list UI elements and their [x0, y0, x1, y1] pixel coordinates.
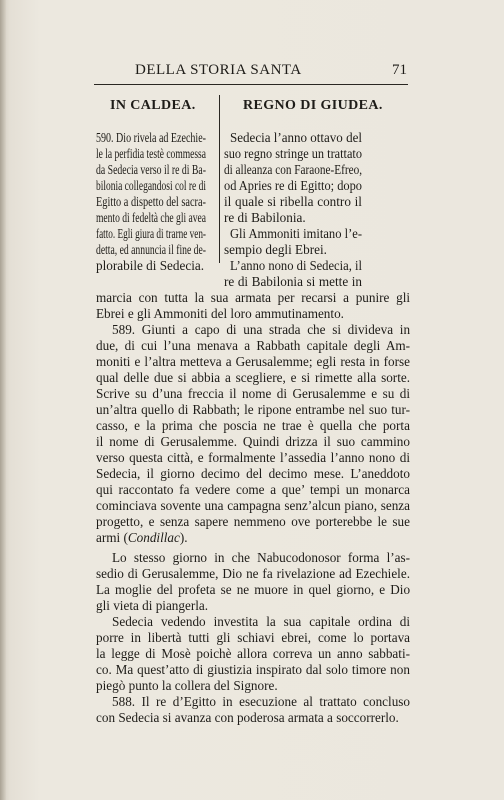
- page-number: 71: [392, 62, 407, 78]
- body-line-6: qual delle due si abbia a scegliere, e si rimette alla sorte.: [96, 370, 411, 385]
- body-line-14: cominciava sovente una campagna senz’alcun piano, senza: [96, 498, 410, 513]
- left-line-2: le la perfidia testè commessa: [96, 146, 206, 161]
- body-line-23: la legge di Mosè poichè allora correva un anno sabbati-: [96, 646, 410, 661]
- citation-author: Condillac: [127, 530, 180, 545]
- body-line-19: La moglie del profeta se ne muore in quel giorno, e Dio: [96, 582, 411, 597]
- body-line-4: due, di cui l’una menava a Rabbath capitale degli Am-: [96, 338, 411, 353]
- body-line-12: Sedecia, il giorno decimo del decimo mese. L’aneddoto: [96, 466, 410, 481]
- left-line-6: mento di fedeltà che gli avea: [96, 210, 206, 225]
- body-line-16: [96, 530, 188, 545]
- citation-close: ).: [179, 530, 188, 545]
- left-line-4: bilonia collegandosi col re di: [96, 178, 206, 193]
- body-line-1: marcia con tutta la sua armata per recarsi a punire gli: [96, 290, 411, 305]
- body-line-24: co. Ma quest’atto di giustizia inspirato dal solo timore non: [96, 662, 410, 677]
- body-line-18: sedio di Gerusalemme, Dio ne fa rivelazione ad Ezechiele.: [96, 566, 410, 581]
- right-line-2: suo regno stringe un trattato: [224, 146, 362, 161]
- left-column-heading: IN CALDEA.: [110, 98, 196, 113]
- body-line-11: verso questa città, e formalmente l’assedia l’anno nono di: [96, 450, 410, 465]
- right-line-9: L’anno nono di Sedecia, il: [230, 258, 363, 273]
- body-line-13: qui raccontato fa vedere come a que’ tempi un monarca: [96, 482, 410, 497]
- left-line-5: Egitto a dispetto del sacra-: [96, 194, 206, 209]
- right-line-6: re di Babilonia.: [224, 210, 306, 225]
- header-rule: [94, 84, 408, 85]
- body-line-3: 589. Giunti a capo di una strada che si divideva in: [112, 322, 411, 337]
- body-line-9: casso, e la prima che poscia ne trae è quella che porta: [96, 418, 410, 433]
- left-line-9: plorabile di Sedecia.: [96, 258, 205, 273]
- body-line-10: il nome di Gerusalemme. Quindi drizza il suo cammino: [96, 434, 410, 449]
- running-header: [95, 62, 407, 80]
- right-line-5: il quale si ribella contro il: [224, 194, 362, 209]
- body-line-27: con Sedecia si avanza con poderosa armata a soccorrerlo.: [96, 710, 399, 725]
- body-line-8: un’altra quello di Rabbath; le ripone entrambe nel suo tur-: [96, 402, 411, 417]
- left-line-1: 590. Dio rivela ad Ezechie-: [96, 130, 206, 145]
- body-line-7: Scrive su d’una freccia il nome di Gerusalemme e su di: [96, 386, 411, 401]
- citation-open: armi (: [96, 530, 128, 545]
- body-line-5: moniti e l’altra metteva a Gerusalemme; egli resta in forse: [96, 354, 410, 369]
- body-line-22: porre in libertà tutti gli schiavi ebrei, come lo portava: [96, 630, 411, 645]
- running-title: DELLA STORIA SANTA: [135, 62, 302, 78]
- left-line-3: da Sedecia verso il re di Ba-: [96, 162, 207, 177]
- body-line-15: progetto, e senza sapere nemmeno ove porterebbe le sue: [96, 514, 410, 529]
- right-line-8: sempio degli Ebrei.: [224, 242, 327, 257]
- body-line-20: gli vieta di piangerla.: [96, 598, 209, 613]
- left-line-8: detta, ed annuncia il fine de-: [96, 242, 206, 257]
- right-line-10: re di Babilonia si mette in: [224, 274, 363, 289]
- body-line-2: Ebrei e gli Ammoniti del loro ammutinamento.: [96, 306, 344, 321]
- left-line-7: fatto. Egli giura di trarne ven-: [96, 226, 207, 241]
- body-line-25: piegò punto la collera del Signore.: [96, 678, 278, 693]
- right-line-4: od Apries re di Egitto; dopo: [224, 178, 363, 193]
- body-line-26: 588. Il re d’Egitto in esecuzione al trattato concluso: [112, 694, 411, 709]
- right-line-1: Sedecia l’anno ottavo del: [230, 130, 363, 145]
- body-line-21: Sedecia vedendo investita la sua capitale ordina di: [112, 614, 411, 629]
- right-column-heading: REGNO DI GIUDEA.: [243, 98, 383, 113]
- column-divider: [219, 95, 220, 263]
- body-line-17: Lo stesso giorno in che Nabucodonosor forma l’as-: [112, 550, 411, 565]
- right-line-7: Gli Ammoniti imitano l’e-: [230, 226, 362, 241]
- right-line-3: di alleanza con Faraone-Efreo,: [224, 162, 363, 177]
